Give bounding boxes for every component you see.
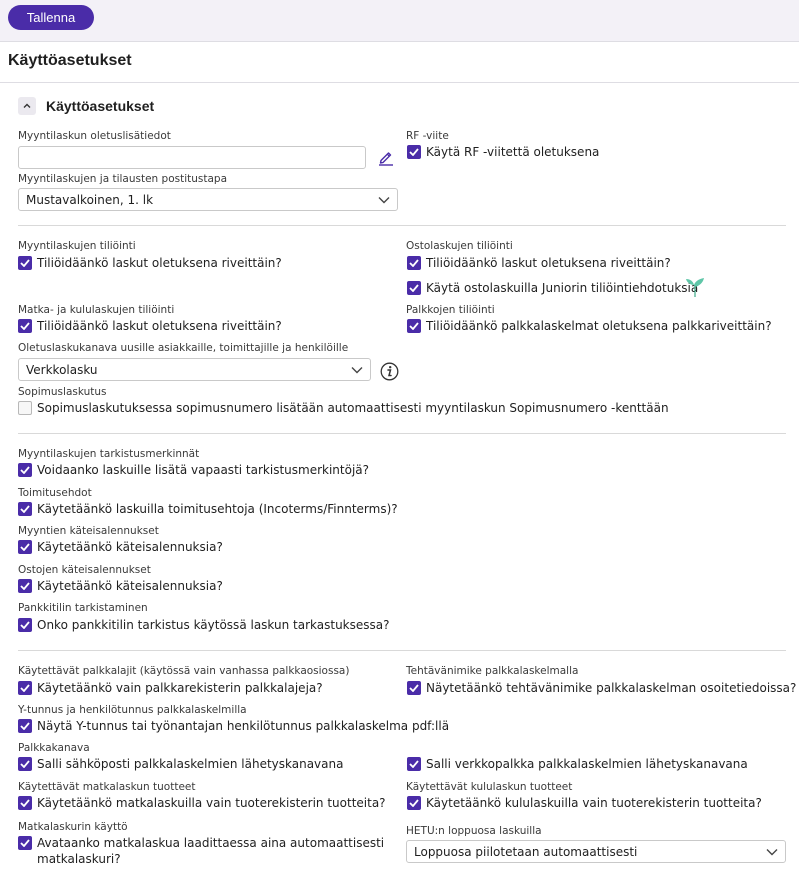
invoice-channel-label: Oletuslaskukanava uusille asiakkaille, toimittajille ja henkilöille [18, 342, 349, 354]
salary-types-checkbox[interactable] [18, 680, 323, 696]
invoice-channel-select[interactable] [18, 358, 371, 381]
section-title: Käyttöasetukset [46, 98, 155, 114]
postal-method-value: Mustavalkoinen, 1. lk [26, 192, 154, 207]
checkbox-checked-icon [407, 319, 421, 333]
checkbox-label: Käytetäänkö käteisalennuksia? [37, 579, 223, 593]
expense-products-checkbox[interactable] [407, 795, 762, 811]
checkbox-checked-icon [407, 757, 421, 771]
travel-products-label: Käytettävät matkalaskun tuotteet [18, 781, 196, 793]
save-button[interactable]: Tallenna [8, 5, 94, 30]
travel-accounting-checkbox[interactable] [18, 318, 282, 334]
checkbox-checked-icon [18, 502, 32, 516]
chevron-down-icon [766, 848, 778, 856]
purchase-accounting-checkbox[interactable] [407, 255, 671, 271]
delivery-terms-label: Toimitusehdot [18, 487, 92, 499]
contract-billing-label: Sopimuslaskutus [18, 386, 107, 398]
postal-method-select[interactable] [18, 188, 398, 211]
checkbox-label: Käytä ostolaskuilla Juniorin tiliöintiehdotuksia [426, 281, 699, 295]
divider [18, 650, 786, 651]
checkbox-label: Käytetäänkö käteisalennuksia? [37, 540, 223, 554]
bank-check-label: Pankkitilin tarkistaminen [18, 602, 148, 614]
salary-types-label: Käytettävät palkkalajit (käytössä vain vanhassa palkkaosiossa) [18, 665, 350, 677]
checkbox-checked-icon [18, 319, 32, 333]
checkbox-label: Käytetäänkö laskuilla toimitusehtoja (Incoterms/Finnterms)? [37, 502, 398, 516]
sales-discount-checkbox[interactable] [18, 539, 223, 555]
checkbox-checked-icon [407, 681, 421, 695]
divider [0, 82, 799, 83]
purchase-discount-label: Ostojen käteisalennukset [18, 564, 151, 576]
checkbox-unchecked-icon [18, 401, 32, 415]
check-marks-checkbox[interactable] [18, 462, 369, 478]
payroll-accounting-checkbox[interactable] [407, 318, 772, 334]
checkbox-label-line2: matkalaskuri? [37, 852, 121, 866]
chevron-down-icon [351, 366, 363, 374]
checkbox-label: Käytetäänkö vain palkkarekisterin palkkalajeja? [37, 681, 323, 695]
chevron-down-icon [378, 196, 390, 204]
checkbox-label: Tiliöidäänkö laskut oletuksena riveittäin? [426, 256, 671, 270]
check-marks-label: Myyntilaskujen tarkistusmerkinnät [18, 448, 200, 460]
checkbox-checked-icon [18, 796, 32, 810]
hetu-suffix-value: Loppuosa piilotetaan automaattisesti [414, 844, 638, 859]
checkbox-label: Tiliöidäänkö laskut oletuksena riveittäin? [37, 319, 282, 333]
bank-check-checkbox[interactable] [18, 617, 389, 633]
sales-accounting-checkbox[interactable] [18, 255, 282, 271]
junior-suggestions-checkbox[interactable] [407, 280, 698, 296]
postal-method-label: Myyntilaskujen ja tilausten postitustapa [18, 173, 228, 185]
chevron-up-icon [22, 101, 32, 111]
checkbox-checked-icon [18, 719, 32, 733]
checkbox-label: Salli sähköposti palkkalaskelmien lähetyskanavana [37, 757, 344, 771]
checkbox-label [37, 835, 384, 867]
checkbox-label: Käytä RF -viitettä oletuksena [426, 145, 600, 159]
web-channel-checkbox[interactable] [407, 756, 748, 772]
sales-discount-label: Myyntien käteisalennukset [18, 525, 159, 537]
checkbox-label: Käytetäänkö kululaskuilla vain tuoterekisterin tuotteita? [426, 796, 762, 810]
checkbox-checked-icon [18, 463, 32, 477]
checkbox-checked-icon [18, 618, 32, 632]
payroll-accounting-label: Palkkojen tiliöinti [406, 304, 495, 316]
job-title-label: Tehtävänimike palkkalaskelmalla [406, 665, 579, 677]
checkbox-checked-icon [18, 256, 32, 270]
divider [18, 225, 786, 226]
travel-calculator-label: Matkalaskurin käyttö [18, 821, 128, 833]
default-info-label: Myyntilaskun oletuslisätiedot [18, 130, 171, 142]
contract-billing-checkbox[interactable] [18, 400, 669, 416]
job-title-checkbox[interactable] [407, 680, 796, 696]
checkbox-checked-icon [407, 145, 421, 159]
checkbox-label: Onko pankkitilin tarkistus käytössä laskun tarkastuksessa? [37, 618, 390, 632]
top-toolbar [0, 0, 799, 42]
rf-checkbox[interactable] [407, 144, 599, 160]
divider [18, 433, 786, 434]
checkbox-label: Voidaanko laskuille lisätä vapaasti tarkistusmerkintöjä? [37, 463, 370, 477]
checkbox-label: Sopimuslaskutuksessa sopimusnumero lisätään automaattisesti myyntilaskun Sopimusnumero -kenttään [37, 401, 669, 415]
delivery-terms-checkbox[interactable] [18, 501, 398, 517]
email-channel-checkbox[interactable] [18, 756, 343, 772]
invoice-channel-value: Verkkolasku [26, 362, 98, 377]
travel-products-checkbox[interactable] [18, 795, 386, 811]
purchase-accounting-label: Ostolaskujen tiliöinti [406, 240, 513, 252]
checkbox-label: Tiliöidäänkö palkkalaskelmat oletuksena palkkariveittäin? [426, 319, 772, 333]
rf-label: RF -viite [406, 130, 449, 142]
travel-calculator-checkbox[interactable] [18, 835, 384, 867]
hetu-suffix-select[interactable] [406, 840, 786, 863]
checkbox-checked-icon [18, 681, 32, 695]
info-icon[interactable] [380, 362, 399, 381]
business-id-label: Y-tunnus ja henkilötunnus palkkalaskelmilla [18, 704, 247, 716]
page-title: Käyttöasetukset [8, 52, 132, 69]
checkbox-label: Salli verkkopalkka palkkalaskelmien lähetyskanavana [426, 757, 748, 771]
checkbox-checked-icon [18, 757, 32, 771]
checkbox-label-line1: Avataanko matkalaskua laadittaessa aina automaattisesti [37, 836, 385, 850]
checkbox-checked-icon [18, 579, 32, 593]
checkbox-label: Näytetäänkö tehtävänimike palkkalaskelman osoitetiedoissa? [426, 681, 797, 695]
checkbox-checked-icon [407, 796, 421, 810]
sales-accounting-label: Myyntilaskujen tiliöinti [18, 240, 136, 252]
junior-leaf-icon [685, 277, 705, 299]
expense-products-label: Käytettävät kululaskun tuotteet [406, 781, 573, 793]
payslip-channel-label: Palkkakanava [18, 742, 90, 754]
purchase-discount-checkbox[interactable] [18, 578, 223, 594]
checkbox-label: Käytetäänkö matkalaskuilla vain tuoterekisterin tuotteita? [37, 796, 386, 810]
business-id-checkbox[interactable] [18, 718, 449, 734]
checkbox-label: Näytä Y-tunnus tai työnantajan henkilötunnus palkkalaskelma pdf:llä [37, 719, 450, 733]
checkbox-label: Tiliöidäänkö laskut oletuksena riveittäin? [37, 256, 282, 270]
collapse-section-button[interactable] [18, 97, 36, 115]
checkbox-checked-icon [407, 281, 421, 295]
checkbox-checked-icon [407, 256, 421, 270]
hetu-suffix-label: HETU:n loppuosa laskuilla [406, 825, 542, 837]
edit-icon[interactable] [377, 148, 395, 166]
checkbox-checked-icon [18, 540, 32, 554]
default-info-input[interactable] [18, 146, 366, 169]
checkbox-checked-icon [18, 836, 32, 850]
travel-accounting-label: Matka- ja kululaskujen tiliöinti [18, 304, 175, 316]
